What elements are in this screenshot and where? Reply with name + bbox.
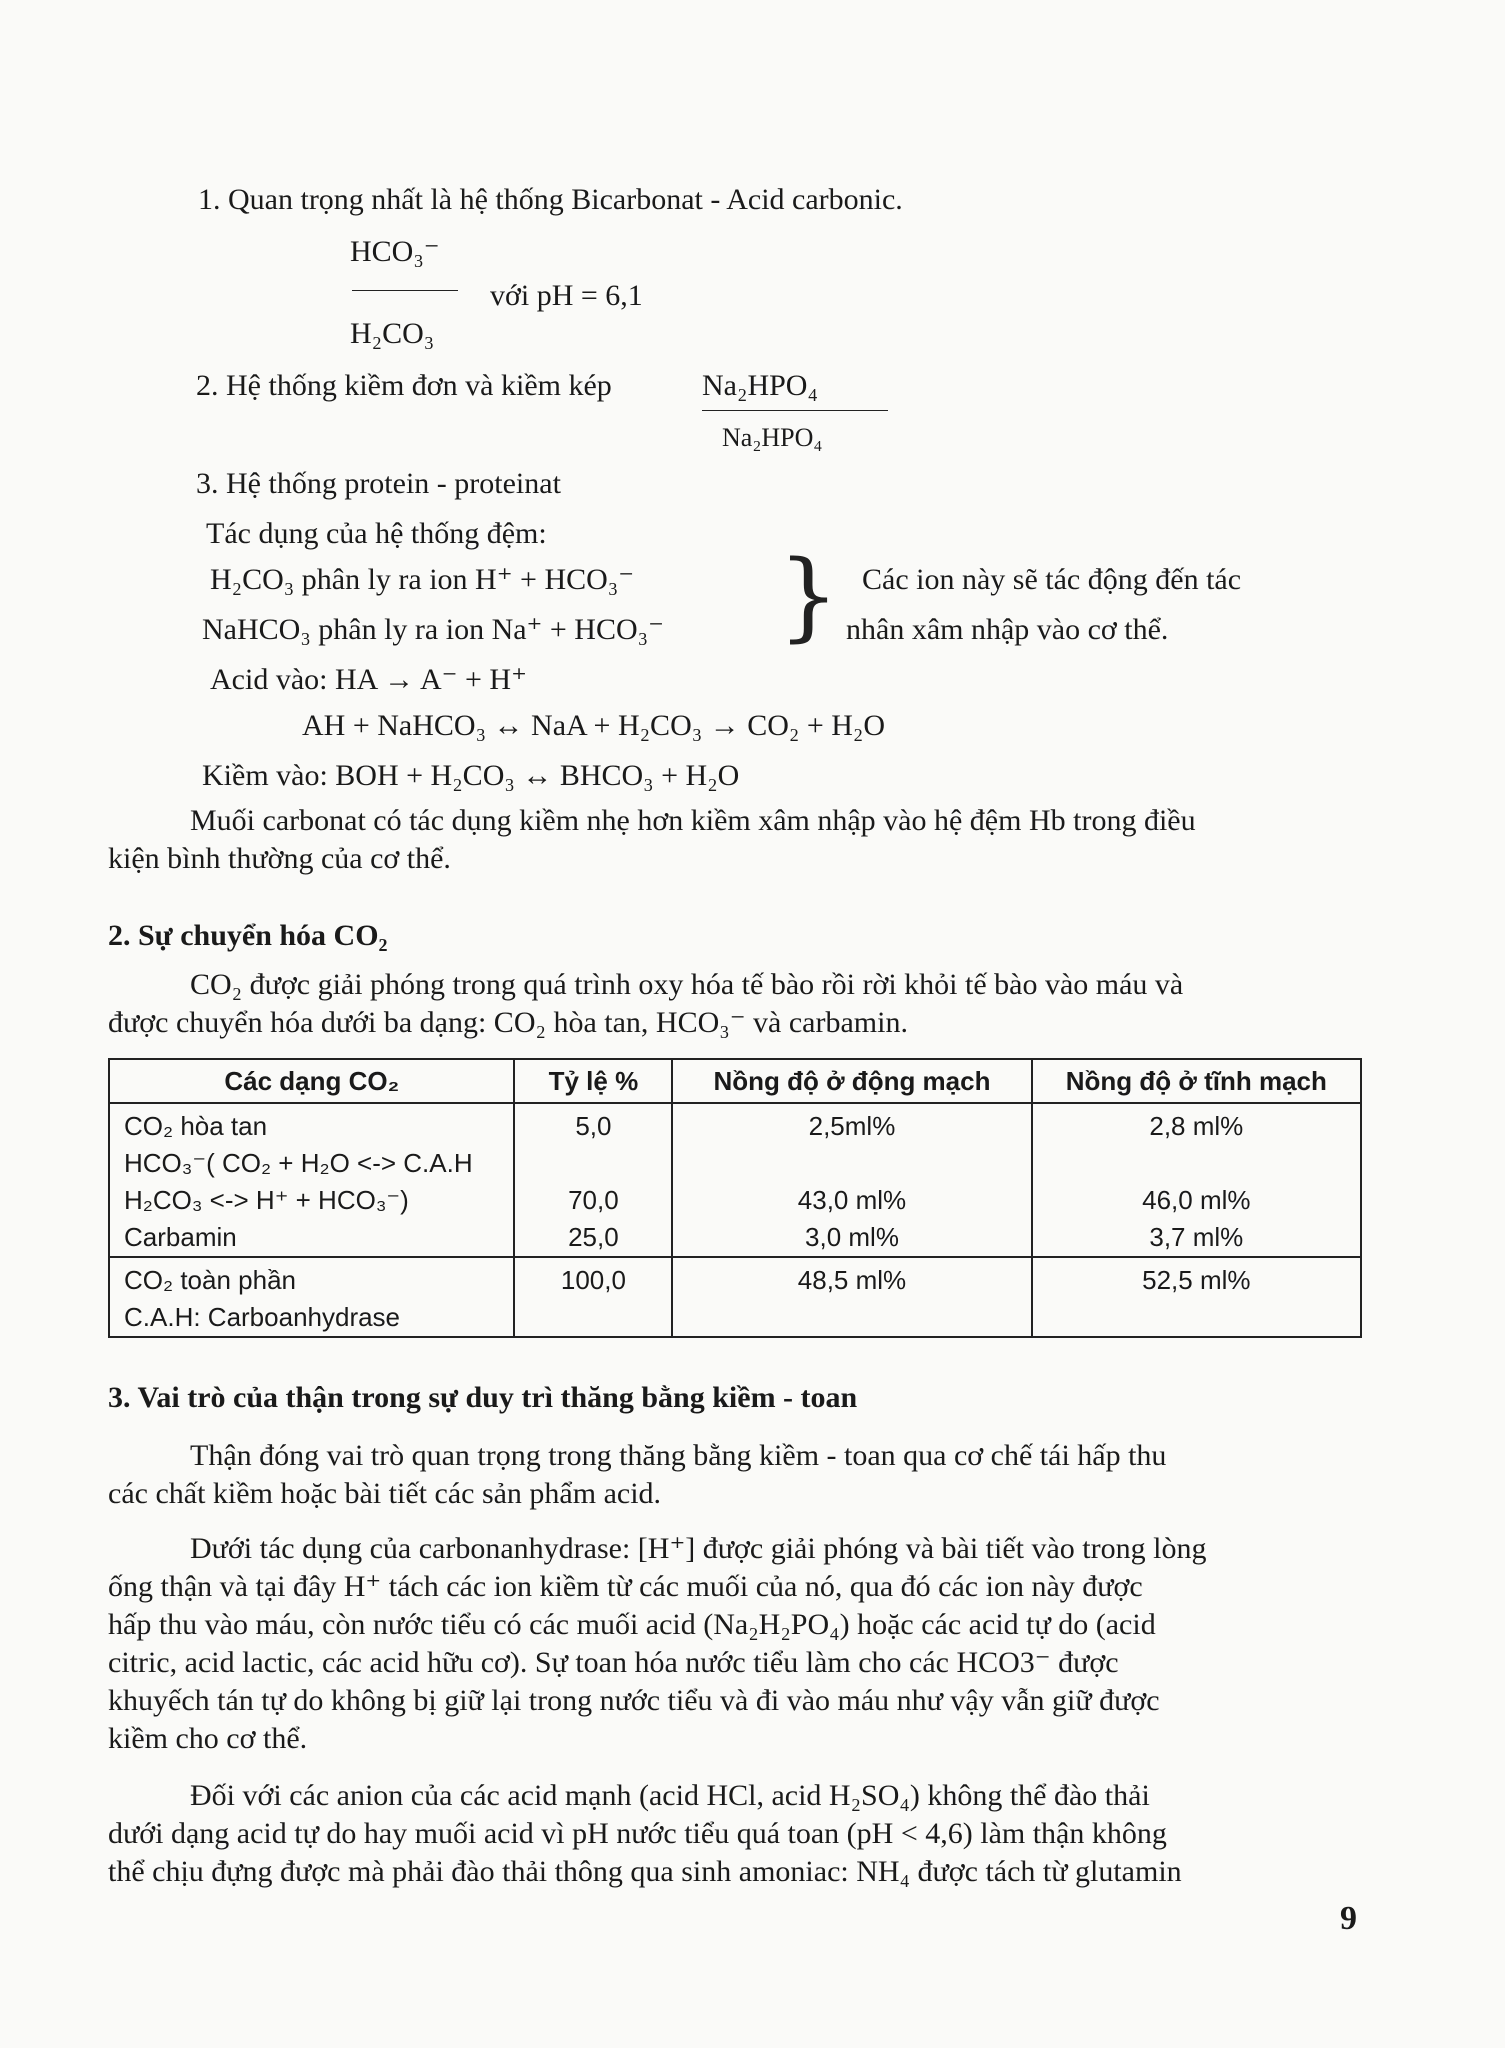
section-3-heading: 3. Vai trò của thận trong sự duy trì thăng bằng kiềm - toan	[108, 1381, 858, 1414]
fraction-ph: với pH = 6,1	[490, 279, 643, 312]
table-header-cell: Nồng độ ở động mạch	[672, 1059, 1031, 1103]
buffer-action-heading: Tác dụng của hệ thống đệm:	[206, 517, 547, 550]
paragraph-carbonate: Muối carbonat có tác dụng kiềm nhẹ hơn kiềm xâm nhập vào hệ đệm Hb trong điều kiện bình thường của cơ thể.	[108, 804, 1196, 875]
table-cell-ratio: 5,0 70,0 25,0	[514, 1103, 672, 1257]
fraction-bar	[352, 290, 458, 291]
table-cell-form: CO₂ toàn phần C.A.H: Carboanhydrase	[109, 1257, 514, 1337]
right-brace: }	[778, 540, 840, 652]
table-header-cell: Nồng độ ở tĩnh mạch	[1032, 1059, 1361, 1103]
dissociation-2: NaHCO₃ phân ly ra ion Na⁺ + HCO₃⁻	[202, 613, 664, 646]
item-3-protein: 3. Hệ thống protein - proteinat	[196, 467, 561, 500]
table-row	[109, 1103, 1361, 1257]
table-row	[109, 1257, 1361, 1337]
brace-note-1: Các ion này sẽ tác động đến tác	[862, 563, 1242, 596]
table-header-row	[109, 1059, 1361, 1103]
acid-in: Acid vào: HA → A⁻ + H⁺	[210, 663, 527, 696]
phosphate-numerator: Na₂HPO₄	[702, 369, 818, 402]
base-in: Kiềm vào: BOH + H₂CO₃ ↔ BHCO₃ + H₂O	[202, 759, 740, 792]
dissociation-1: H₂CO₃ phân ly ra ion H⁺ + HCO₃⁻	[210, 563, 635, 596]
brace-note-2: nhân xâm nhập vào cơ thể.	[846, 613, 1169, 646]
table-header-cell: Các dạng CO₂	[109, 1059, 514, 1103]
paragraph-co2: CO₂ được giải phóng trong quá trình oxy hóa tế bào rồi rời khỏi tế bào vào máu và được chuyển hóa dưới ba dạng: CO₂ hòa tan, HCO₃⁻ và carbamin.	[108, 968, 1184, 1039]
table-cell-ratio: 100,0	[514, 1257, 672, 1337]
fraction-denominator: H₂CO₃	[350, 317, 435, 350]
table-cell-arterial: 2,5ml% 43,0 ml% 3,0 ml%	[672, 1103, 1031, 1257]
table-cell-venous: 2,8 ml% 46,0 ml% 3,7 ml%	[1032, 1103, 1361, 1257]
phosphate-denominator: Na₂HPO₄	[722, 423, 823, 452]
paragraph-kidney-role: Thận đóng vai trò quan trọng trong thăng bằng kiềm - toan qua cơ chế tái hấp thu các chất kiềm hoặc bài tiết các sản phẩm acid.	[108, 1439, 1167, 1510]
section-2-heading: 2. Sự chuyển hóa CO₂	[108, 919, 388, 952]
table-cell-venous: 52,5 ml%	[1032, 1257, 1361, 1337]
table-cell-arterial: 48,5 ml%	[672, 1257, 1031, 1337]
table-cell-form: CO₂ hòa tan HCO₃⁻( CO₂ + H₂O <-> C.A.H H₂CO₃ <-> H⁺ + HCO₃⁻) Carbamin	[109, 1103, 514, 1257]
co2-forms-table	[108, 1058, 1362, 1338]
page-number: 9	[1340, 1900, 1357, 1937]
table-header-cell: Tỷ lệ %	[514, 1059, 672, 1103]
paragraph-strong-acids: Đối với các anion của các acid mạnh (acid HCl, acid H₂SO₄) không thể đào thải dưới dạng acid tự do hay muối acid vì pH nước tiểu quá toan (pH < 4,6) làm thận không thể chịu đựng được mà phải đào thải thông qua sinh amoniac: NH₄ được tách từ glutamin	[108, 1779, 1182, 1888]
acid-reaction: AH + NaHCO₃ ↔ NaA + H₂CO₃ → CO₂ + H₂O	[302, 709, 886, 742]
fraction-numerator: HCO₃⁻	[350, 235, 440, 268]
phosphate-bar	[702, 410, 888, 411]
item-2-phosphate: 2. Hệ thống kiềm đơn và kiềm kép	[196, 369, 612, 402]
paragraph-carbonanhydrase: Dưới tác dụng của carbonanhydrase: [H⁺] được giải phóng và bài tiết vào trong lòng ống thận và tại đây H⁺ tách các ion kiềm từ các muối của nó, qua đó các ion này được hấp thu vào máu, còn nước tiểu có các muối acid (Na₂H₂PO₄) hoặc các acid tự do (acid citric, acid lactic, các acid hữu cơ). Sự toan hóa nước tiểu làm cho các HCO3⁻ được khuyếch tán tự do không bị giữ lại trong nước tiểu và đi vào máu như vậy vẫn giữ được kiềm cho cơ thể.	[108, 1532, 1207, 1755]
item-1-bicarbonate: 1. Quan trọng nhất là hệ thống Bicarbonat - Acid carbonic.	[198, 183, 903, 216]
